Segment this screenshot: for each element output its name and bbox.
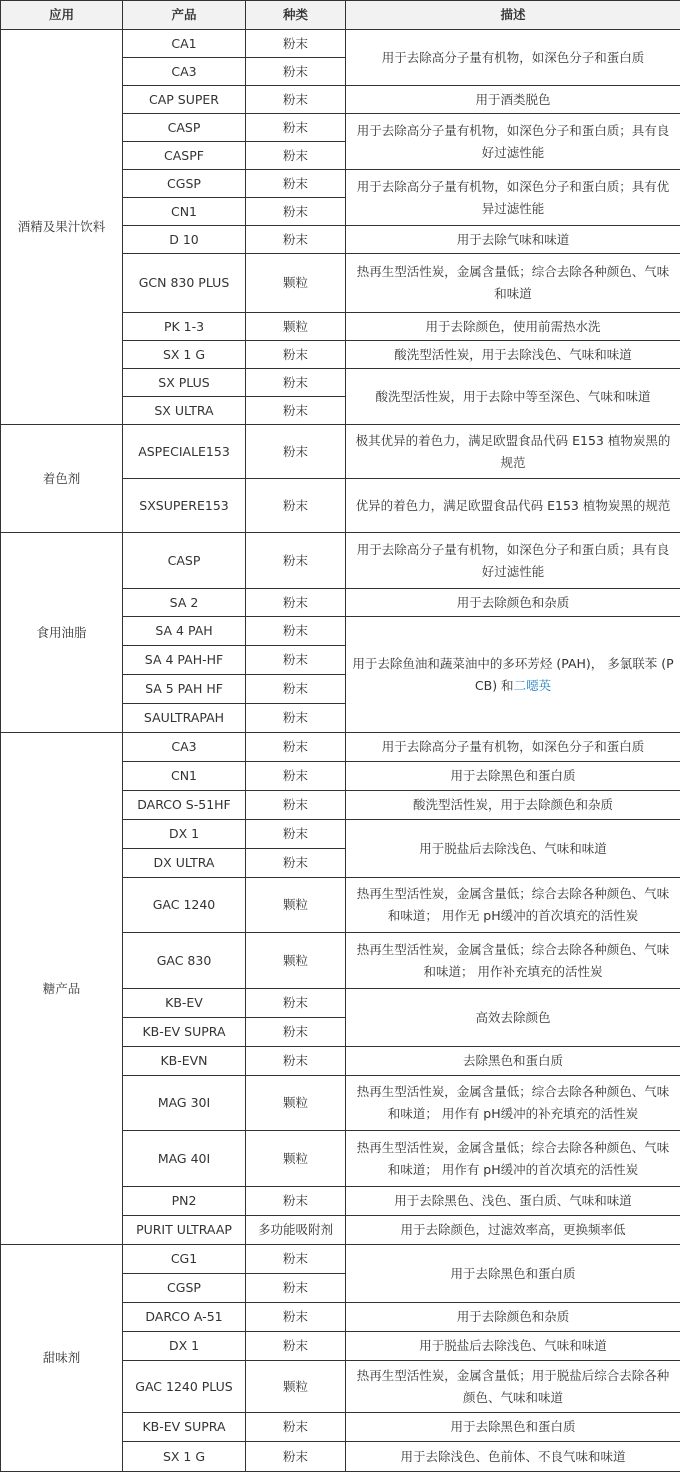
type-cell: 粉末	[246, 226, 346, 254]
product-cell: CAP SUPER	[123, 86, 246, 114]
type-cell: 颗粒	[246, 933, 346, 989]
description-cell	[346, 1413, 680, 1442]
description-cell	[346, 1131, 680, 1187]
product-cell: SAULTRAPAH	[123, 704, 246, 733]
product-cell: SX 1 G	[123, 341, 246, 369]
product-cell: CG1	[123, 1245, 246, 1274]
description-text: 用于去除高分子量有机物，如深色分子和蛋白质；具有良好过滤性能	[356, 541, 670, 579]
description-text: 用于去除黑色和蛋白质	[450, 768, 576, 783]
product-cell: CN1	[123, 198, 246, 226]
table-row	[1, 533, 680, 589]
type-cell: 粉末	[246, 1018, 346, 1047]
type-cell: 粉末	[246, 1245, 346, 1274]
product-cell: PN2	[123, 1187, 246, 1216]
product-cell: PK 1-3	[123, 313, 246, 341]
type-cell: 粉末	[246, 198, 346, 226]
type-cell: 颗粒	[246, 1361, 346, 1413]
description-text: 用于去除颜色，使用前需热水洗	[425, 318, 601, 334]
description-text: 极其优异的着色力，满足欧盟食品代码 E153 植物炭黑的规范	[355, 432, 671, 470]
type-cell: 多功能吸附剂	[246, 1216, 346, 1245]
type-cell: 粉末	[246, 1274, 346, 1303]
table-body	[1, 30, 680, 1472]
description-cell	[346, 989, 680, 1047]
product-cell: MAG 40I	[123, 1131, 246, 1187]
description-text: 用于去除颜色和杂质	[456, 594, 570, 610]
product-cell: SX ULTRA	[123, 397, 246, 425]
application-cell: 酒精及果汁饮料	[1, 30, 123, 425]
type-cell: 粉末	[246, 86, 346, 114]
description-text: 用于去除气味和味道	[456, 231, 570, 247]
product-cell: GAC 1240 PLUS	[123, 1361, 246, 1413]
description-cell	[346, 533, 680, 589]
application-cell: 甜味剂	[1, 1245, 123, 1472]
type-cell: 颗粒	[246, 1131, 346, 1187]
description-cell	[346, 226, 680, 254]
product-cell: KB-EV SUPRA	[123, 1413, 246, 1442]
product-cell: CA3	[123, 58, 246, 86]
type-cell: 粉末	[246, 397, 346, 425]
description-cell	[346, 479, 680, 533]
description-text: 热再生型活性炭，金属含量低；综合去除各种颜色、气味和味道； 用作无 pH缓冲的首次填充的活性炭	[356, 886, 670, 923]
product-cell: ASPECIALE153	[123, 425, 246, 479]
type-cell: 粉末	[246, 762, 346, 791]
type-cell: 颗粒	[246, 254, 346, 313]
description-cell	[346, 820, 680, 878]
description-cell	[346, 1361, 680, 1413]
description-cell	[346, 170, 680, 226]
description-cell	[346, 1245, 680, 1303]
type-cell: 粉末	[246, 170, 346, 198]
description-cell	[346, 791, 680, 820]
description-cell	[346, 762, 680, 791]
product-cell: KB-EV SUPRA	[123, 1018, 246, 1047]
description-text: 热再生型活性炭，金属含量低；综合去除各种颜色、气味和味道； 用作补充填充的活性炭	[356, 941, 670, 979]
product-cell: D 10	[123, 226, 246, 254]
type-cell: 粉末	[246, 1303, 346, 1332]
description-text: 用于去除黑色和蛋白质	[450, 1419, 576, 1434]
product-cell: SA 4 PAH-HF	[123, 646, 246, 675]
type-cell: 粉末	[246, 733, 346, 762]
description-cell	[346, 369, 680, 425]
product-cell: CGSP	[123, 170, 246, 198]
description-text: 用于去除高分子量有机物，如深色分子和蛋白质	[381, 49, 645, 65]
product-cell: KB-EV	[123, 989, 246, 1018]
type-cell: 粉末	[246, 533, 346, 589]
type-cell: 粉末	[246, 704, 346, 733]
description-text: 用于去除浅色、色前体、不良气味和味道	[400, 1448, 626, 1464]
description-text: 用于去除颜色，过滤效率高，更换频率低	[400, 1222, 626, 1237]
description-cell	[346, 1442, 680, 1472]
type-cell: 粉末	[246, 1442, 346, 1472]
product-cell: MAG 30I	[123, 1076, 246, 1131]
type-cell: 粉末	[246, 820, 346, 849]
product-cell: SA 5 PAH HF	[123, 675, 246, 704]
type-cell: 粉末	[246, 675, 346, 704]
type-cell: 粉末	[246, 114, 346, 142]
type-cell: 粉末	[246, 369, 346, 397]
description-text: 用于脱盐后去除浅色、气味和味道	[419, 840, 607, 856]
product-cell: PURIT ULTRAAP	[123, 1216, 246, 1245]
product-cell: CGSP	[123, 1274, 246, 1303]
product-cell: DX ULTRA	[123, 849, 246, 878]
description-cell	[346, 254, 680, 313]
type-cell: 粉末	[246, 1187, 346, 1216]
description-text: 用于酒类脱色	[475, 91, 551, 107]
application-cell: 糖产品	[1, 733, 123, 1245]
product-cell: GCN 830 PLUS	[123, 254, 246, 313]
product-cell: KB-EVN	[123, 1047, 246, 1076]
type-cell: 粉末	[246, 1413, 346, 1442]
description-cell	[346, 617, 680, 733]
product-cell: DX 1	[123, 1332, 246, 1361]
column-header-description: 描述	[346, 1, 680, 30]
product-cell: SA 2	[123, 589, 246, 617]
description-text: 酸洗型活性炭，用于去除颜色和杂质	[412, 797, 613, 812]
type-cell: 粉末	[246, 1332, 346, 1361]
description-cell	[346, 1076, 680, 1131]
column-header-application: 应用	[1, 1, 123, 30]
description-cell	[346, 933, 680, 989]
description-cell	[346, 86, 680, 114]
product-cell: SA 4 PAH	[123, 617, 246, 646]
type-cell: 颗粒	[246, 878, 346, 933]
type-cell: 粉末	[246, 646, 346, 675]
column-header-type: 种类	[246, 1, 346, 30]
type-cell: 颗粒	[246, 1076, 346, 1131]
column-header-product: 产品	[123, 1, 246, 30]
description-cell	[346, 341, 680, 369]
description-text: 优异的着色力，满足欧盟食品代码 E153 植物炭黑的规范	[355, 497, 671, 513]
description-text: 热再生型活性炭，金属含量低；用于脱盐后综合去除各种颜色、气味和味道	[356, 1367, 670, 1405]
product-cell: CA3	[123, 733, 246, 762]
product-cell: DX 1	[123, 820, 246, 849]
table-row	[1, 1245, 680, 1274]
description-cell	[346, 1332, 680, 1361]
product-cell: CASP	[123, 533, 246, 589]
product-cell: GAC 1240	[123, 878, 246, 933]
description-cell	[346, 425, 680, 479]
product-cell: DARCO A-51	[123, 1303, 246, 1332]
product-cell: DARCO S-51HF	[123, 791, 246, 820]
description-text: 热再生型活性炭，金属含量低；综合去除各种颜色、气味和味道	[356, 264, 670, 301]
description-text: 用于去除黑色、浅色、蛋白质、气味和味道	[394, 1193, 632, 1208]
description-text: 用于去除鱼油和蔬菜油中的多环芳烃 (PAH)， 多氯联苯 (PCB) 和	[352, 655, 674, 693]
product-cell: CN1	[123, 762, 246, 791]
description-text: 用于去除高分子量有机物，如深色分子和蛋白质；具有优异过滤性能	[356, 178, 670, 216]
type-cell: 粉末	[246, 479, 346, 533]
product-cell: CASPF	[123, 142, 246, 170]
description-link[interactable]: 二噁英	[513, 677, 552, 693]
type-cell: 粉末	[246, 791, 346, 820]
type-cell: 粉末	[246, 341, 346, 369]
description-text: 热再生型活性炭，金属含量低；综合去除各种颜色、气味和味道； 用作有 pH缓冲的首次填充的活性炭	[356, 1139, 670, 1177]
type-cell: 粉末	[246, 1047, 346, 1076]
description-text: 热再生型活性炭，金属含量低；综合去除各种颜色、气味和味道； 用作有 pH缓冲的补充填充的活性炭	[356, 1084, 670, 1121]
product-cell: SXSUPERE153	[123, 479, 246, 533]
description-cell	[346, 30, 680, 86]
type-cell: 粉末	[246, 58, 346, 86]
product-cell: SX PLUS	[123, 369, 246, 397]
product-cell: CA1	[123, 30, 246, 58]
product-cell: SX 1 G	[123, 1442, 246, 1472]
description-text: 用于去除黑色和蛋白质	[450, 1265, 576, 1281]
table-header-row	[1, 1, 680, 30]
type-cell: 粉末	[246, 617, 346, 646]
type-cell: 粉末	[246, 989, 346, 1018]
description-cell	[346, 878, 680, 933]
description-cell	[346, 1187, 680, 1216]
description-text: 酸洗型活性炭，用于去除浅色、气味和味道	[394, 346, 632, 362]
description-text: 用于脱盐后去除浅色、气味和味道	[419, 1338, 607, 1353]
description-text: 高效去除颜色	[475, 1009, 551, 1025]
description-text: 用于去除高分子量有机物，如深色分子和蛋白质；具有良好过滤性能	[356, 122, 670, 160]
type-cell: 粉末	[246, 425, 346, 479]
description-cell	[346, 114, 680, 170]
table-row	[1, 425, 680, 479]
table-row	[1, 30, 680, 58]
type-cell: 粉末	[246, 30, 346, 58]
description-cell	[346, 1047, 680, 1076]
application-cell: 着色剂	[1, 425, 123, 533]
description-text: 去除黑色和蛋白质	[462, 1053, 563, 1068]
description-cell	[346, 1216, 680, 1245]
type-cell: 粉末	[246, 589, 346, 617]
description-cell	[346, 313, 680, 341]
description-text: 用于去除颜色和杂质	[456, 1309, 570, 1324]
product-cell: GAC 830	[123, 933, 246, 989]
product-cell: CASP	[123, 114, 246, 142]
description-text: 酸洗型活性炭，用于去除中等至深色、气味和味道	[375, 388, 651, 404]
description-text: 用于去除高分子量有机物，如深色分子和蛋白质	[381, 739, 645, 754]
application-cell: 食用油脂	[1, 533, 123, 733]
type-cell: 粉末	[246, 849, 346, 878]
table-row	[1, 733, 680, 762]
description-cell	[346, 589, 680, 617]
description-cell	[346, 1303, 680, 1332]
description-cell	[346, 733, 680, 762]
type-cell: 粉末	[246, 142, 346, 170]
type-cell: 颗粒	[246, 313, 346, 341]
